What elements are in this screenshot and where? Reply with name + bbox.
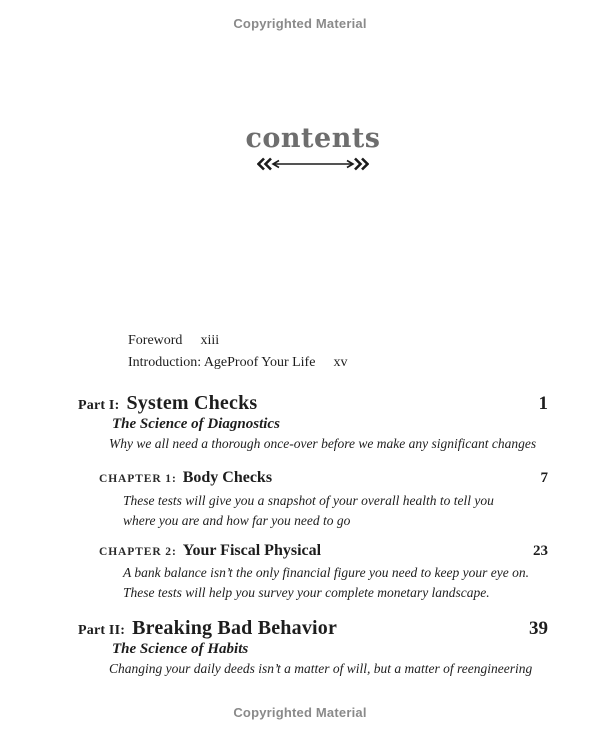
part-prefix: Part I: (78, 398, 120, 413)
entry-page-number: xv (333, 355, 348, 370)
toc-entry-part-2 (78, 617, 548, 677)
entry-description-line: where you are and how far you need to go (123, 513, 351, 528)
entry-page-number: xiii (200, 333, 220, 348)
chapter-title: Your Fiscal Physical (182, 542, 322, 559)
entry-description-line: Why we all need a thorough once-over before we make any significant changes (109, 436, 537, 451)
page-title: contents (245, 123, 381, 154)
copyright-notice-bottom: Copyrighted Material (233, 705, 367, 720)
chapter-heading-row (99, 469, 548, 488)
chapter-title: Body Checks (182, 469, 273, 486)
entry-label: Foreword (128, 333, 183, 348)
double-chevron-arrow-line-icon (257, 157, 369, 171)
toc-entry-part-1 (78, 392, 548, 452)
chapter-prefix: CHAPTER 1: (99, 473, 177, 485)
entry-description-line: These tests will give you a snapshot of your overall health to tell you (123, 493, 494, 508)
part-heading-row (78, 392, 548, 417)
part-title: Breaking Bad Behavior (132, 617, 338, 639)
toc-entry-introduction (128, 355, 548, 370)
entry-page-number: 39 (529, 618, 548, 639)
entry-description (123, 491, 548, 531)
entry-page-number: 7 (540, 470, 548, 486)
chapter-heading-row (99, 542, 548, 561)
entry-description-line: A bank balance isn’t the only financial figure you need to keep your eye on. (123, 565, 530, 580)
entry-page-number: 23 (533, 543, 548, 559)
part-heading-row (78, 617, 548, 642)
toc-entry-chapter-2 (78, 542, 548, 603)
part-subtitle: The Science of Diagnostics (112, 416, 280, 432)
entry-description (123, 563, 548, 603)
chapter-prefix: CHAPTER 2: (99, 546, 177, 558)
part-subtitle: The Science of Habits (112, 641, 249, 657)
copyright-notice-top: Copyrighted Material (233, 16, 367, 31)
entry-description-line: These tests will help you survey your complete monetary landscape. (123, 585, 490, 600)
toc-body (78, 333, 548, 677)
toc-entry-chapter-1 (78, 469, 548, 531)
toc-entry-foreword (128, 333, 548, 348)
contents-header (26, 124, 600, 171)
entry-description-line: Changing your daily deeds isn’t a matter of will, but a matter of reengineering (109, 661, 533, 676)
part-prefix: Part II: (78, 623, 126, 638)
entry-label: Introduction: AgeProof Your Life (128, 355, 316, 370)
part-title: System Checks (126, 392, 258, 414)
entry-page-number: 1 (538, 393, 548, 414)
